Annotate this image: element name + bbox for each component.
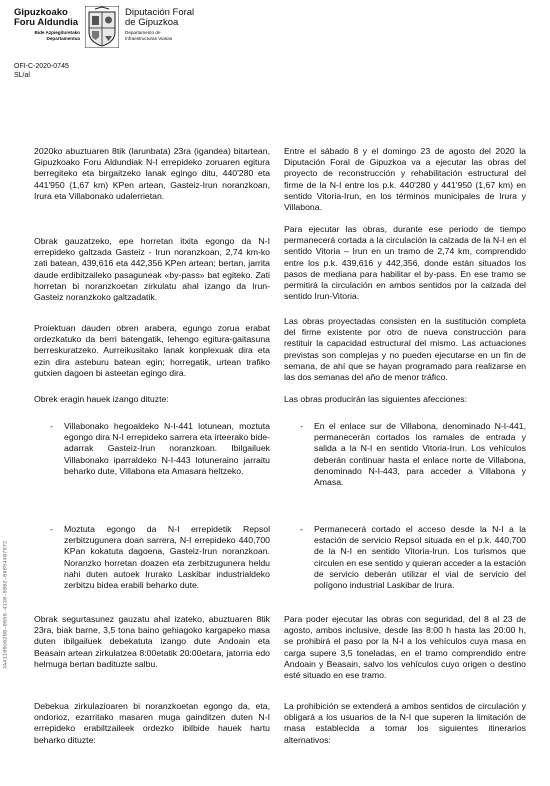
spanish-paragraph-6: La prohibición se extenderá a ambos sentidos de circulación y obligará a los usuarios de la N-I que superen la limitación de masa establecida a tomar los siguientes itinerarios alternativos: — [284, 701, 526, 745]
dept-name-spanish-line1: Departamento de — [125, 30, 161, 35]
basque-paragraph-5: Obrak segurtasunez gauzatu ahal izateko, abuztuaren 8tik 23ra, biak barne, 3,5 tona baino gehiagoko kargapeko masa duten ibilgailuek debekatuta izango dute Andoain eta Beasain artean zirkulatzea 8:00etatik 20:00etara, jatorria edo helmuga bertan badituzte salbu. — [34, 614, 270, 669]
dept-name-basque-line1: Bide Azpiegituretako — [34, 30, 80, 35]
spanish-bullet-1: - En el enlace sur de Villabona, denominado N-I-441, permanecerán cortados los ramales de entrada y salida a la N-I en sentido Vitoria-Irun. Los vehículos deberán continuar hasta el enlace norte de Villabona, denominado N-I-443, para acceder a Villabona y Amasa. — [300, 421, 526, 488]
spanish-paragraph-2: Para ejecutar las obras, durante ese periodo de tiempo permanecerá cortada a la circulación la calzada de la N-I en el sentido Vitoria – Irun en un tramo de 2,74 km, comprendido entre los p.k. 439,616 y 442,356, donde están situados los pasos de mediana para habilitar el by-pass. En ese tramo se permitirá la circulación en ambos sentidos por la calzada del sentido Irun-Vitoria. — [284, 224, 526, 302]
spanish-paragraph-1: Entre el sábado 8 y el domingo 23 de agosto del 2020 la Diputación Foral de Gipuzkoa va a ejecutar las obras del proyecto de reconstrucción y rehabilitación estructural del firme de la N-I entre los p.k. 440'280 y 441'950 (1,67 km) en sentido Vitoria-Irun, en los términos municipales de Irura y Villabona. — [284, 146, 526, 213]
basque-bullet-2: - Moztuta egongo da N-I errepidetik Repsol zerbitzugunera doan sarrera, N-I errepideko 440,700 KPan kokatuta dagoena, Gasteiz-Irun noranzkoan. Noranzko horretan doazen eta zerbitzugunera heldu nahi duten autoek Irurako Laskibar industrialdeko zerbitzu bidea erabili beharko dute. — [50, 524, 270, 591]
basque-paragraph-6: Debekua zirkulazioaren bi noranzkoetan egongo da, eta, ondorioz, ezarritako masaren muga gainditzen duten N-I errepideko erabiltzaileek ordezko ibilbide hauek hartu beharko dituzte: — [34, 701, 270, 745]
basque-paragraph-2: Obrak gauzatzeko, epe horretan itxita egongo da N-I errepideko galtzada Gasteiz - Irun noranzkoan, 2,74 km-ko zati batean, 439,616 eta 442,356 KPen artean; bertan, jarrita daude erdibitzaileko pasaguneak «by-pass» bat egiteko. Zati horretan bi noranzkoetan zirkulatu ahal izango da Irun-Gasteiz noranzkoko galtzadatik. — [34, 236, 270, 303]
basque-org-name — [14, 8, 80, 41]
basque-paragraph-4: Obrek eragin hauek izango dituzte: — [34, 394, 169, 404]
basque-bullet-1: - Villabonako hegoaldeko N-I-441 lotunean, moztuta egongo dira N-I errepideko sarrera eta irteerako bide-adarrak Gasteiz-Irun noranzkoan. Ibilgailuek Villabonako iparraldeko N-I-443 lotuneraino jarraitu beharko dute, Villabona eta Amasara heltzeko. — [50, 421, 270, 477]
spanish-paragraph-3: Las obras proyectadas consisten en la sustitución completa del firme existente por otro de nueva construcción para restituir la capacidad estructural del mismo. Las actuaciones previstas son complejas y no pueden ejecutarse en un fin de semana, de ahí que se hayan programado para realizarse en las dos semanas del año de menor tráfico. — [284, 316, 526, 383]
reference-initials: SL/al — [14, 72, 30, 79]
spanish-paragraph-5: Para poder ejecutar las obras con seguridad, del 8 al 23 de agosto, ambos inclusive, desde las 8:00 h hasta las 20:00 h, se prohibirá el paso por la N-I a los vehículos cuya masa en carga supere 3,5 toneladas, en el tramo comprendido entre Andoain y Beasain, salvo los vehículos cuyo origen o destino esté situado en ese tramo. — [284, 614, 526, 681]
dept-name-basque-line2: Departamentua — [46, 36, 80, 41]
spanish-paragraph-4: Las obras producirán las siguientes afecciones: — [284, 394, 468, 404]
basque-paragraph-1: 2020ko abuztuaren 8tik (larunbata) 23ra (igandea) bitartean, Gipuzkoako Foru Aldundiak N-I errepideko zoruaren egitura berregiteko eta birgaitzeko lanak egingo ditu, 440'280 eta 441'950 (1,67 km) KPen artean, Gasteiz-Irun noranzkoan, Irura eta Villabonako udalerrietan. — [34, 146, 270, 201]
document-reference — [14, 62, 69, 80]
org-name-spanish-line1: Diputación Foral — [125, 7, 195, 18]
reference-code: OFI-C-2020-0745 — [14, 63, 69, 70]
side-verification-code — [0, 480, 10, 730]
spanish-org-name — [125, 8, 194, 41]
coat-of-arms-icon — [85, 6, 119, 48]
letterhead — [14, 6, 314, 48]
spanish-bullet-2: - Permanecerá cortado el acceso desde la N-I a la estación de servicio Repsol situada en el p.k. 440,700 de la N-I en sentido Vitoria-Irun. Los turismos que circulen en ese sentido y quieran acceder a la estación de servicio deberán utilizar el vial de servicio del polígono industrial Laskibar de Irura. — [300, 524, 526, 591]
dept-name-spanish-line2: Infraestructuras Viarias — [125, 36, 173, 41]
org-name-basque-line1: Gipuzkoako — [14, 7, 68, 18]
org-name-spanish-line2: de Gipuzkoa — [125, 17, 179, 28]
org-name-basque-line2: Foru Aldundia — [14, 17, 79, 28]
basque-paragraph-3: Proiektuan dauden obren arabera, egungo zorua erabat ordezkatuko da berri batengatik, lehengo egitura-gaitasuna berreskuratzeko. Aurreikusitako lanak konplexuak dira eta ezin dira asteburu batean egin; horregatik, urtean trafiko gutxien dagoen bi asteetan egingo dira. — [34, 323, 270, 378]
verification-code-text: JAA1160a6260-0659-4130-8062-09854407872 — [1, 540, 9, 670]
